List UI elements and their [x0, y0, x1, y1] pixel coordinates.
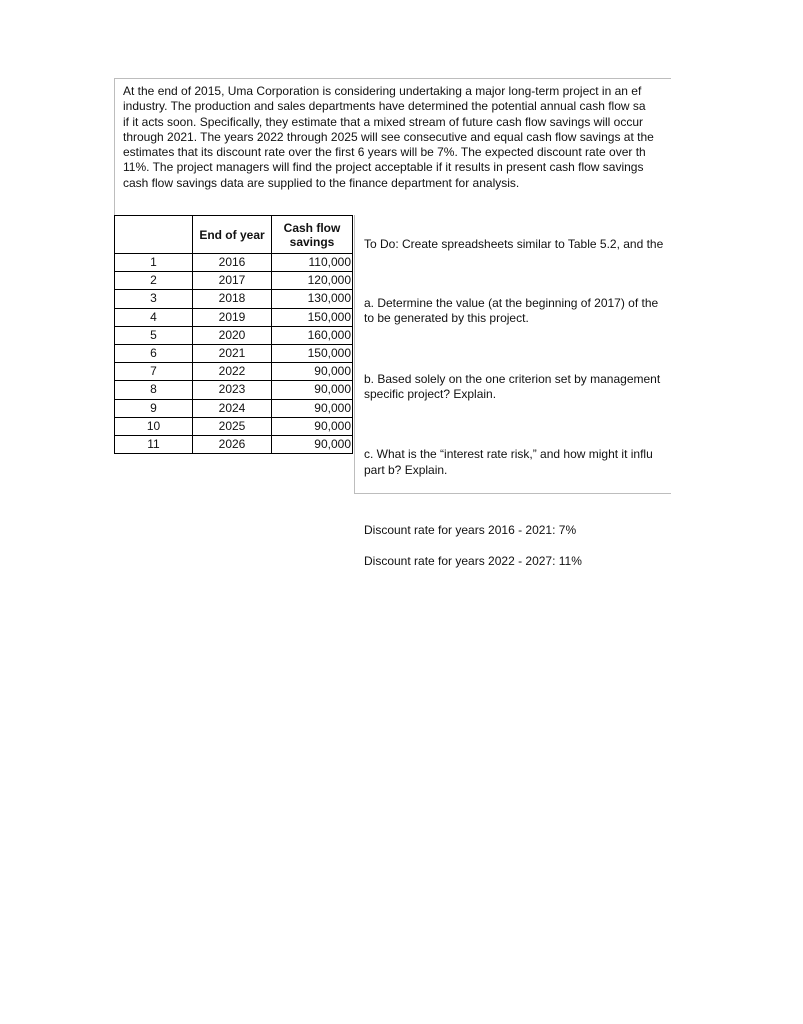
row-index: 9 — [115, 399, 193, 417]
table-row — [115, 254, 353, 272]
table-row — [115, 417, 353, 435]
row-cash-flow: 90,000 — [272, 399, 353, 417]
row-year: 2024 — [193, 399, 272, 417]
row-index: 3 — [115, 290, 193, 308]
row-index: 7 — [115, 363, 193, 381]
table-row — [115, 326, 353, 344]
row-year: 2019 — [193, 308, 272, 326]
discount-rate-2: Discount rate for years 2022 - 2027: 11% — [364, 553, 582, 568]
todo-part-a: a. Determine the value (at the beginning of 2017) of the to be generated by this project. — [364, 295, 659, 326]
row-year: 2026 — [193, 435, 272, 453]
row-index: 1 — [115, 254, 193, 272]
todo-box — [354, 215, 671, 568]
row-cash-flow: 90,000 — [272, 363, 353, 381]
row-cash-flow: 90,000 — [272, 417, 353, 435]
header-cash-flow-savings: Cash flow savings — [272, 216, 353, 254]
row-index: 10 — [115, 417, 193, 435]
todo-intro: To Do: Create spreadsheets similar to Table 5.2, and the — [364, 237, 664, 252]
row-cash-flow: 110,000 — [272, 254, 353, 272]
todo-part-c: c. What is the “interest rate risk,” and how might it influ part b? Explain. — [364, 447, 653, 477]
row-cash-flow: 90,000 — [272, 435, 353, 453]
row-index: 4 — [115, 308, 193, 326]
row-cash-flow: 120,000 — [272, 272, 353, 290]
cash-flow-table — [114, 215, 353, 454]
table-row — [115, 272, 353, 290]
table-row — [115, 399, 353, 417]
row-year: 2018 — [193, 290, 272, 308]
table-row — [115, 344, 353, 362]
table-row — [115, 308, 353, 326]
todo-part-b: b. Based solely on the one criterion set by management specific project? Explain. — [364, 371, 661, 401]
row-year: 2025 — [193, 417, 272, 435]
row-year: 2020 — [193, 326, 272, 344]
table-row — [115, 435, 353, 453]
problem-statement-box — [114, 78, 671, 216]
row-cash-flow: 150,000 — [272, 308, 353, 326]
row-cash-flow: 130,000 — [272, 290, 353, 308]
discount-rate-1: Discount rate for years 2016 - 2021: 7% — [364, 523, 577, 538]
header-end-of-year: End of year — [193, 216, 272, 254]
table-header-row — [115, 216, 353, 254]
row-index: 8 — [115, 381, 193, 399]
row-year: 2022 — [193, 363, 272, 381]
table-row — [115, 290, 353, 308]
row-cash-flow: 160,000 — [272, 326, 353, 344]
row-year: 2023 — [193, 381, 272, 399]
row-year: 2021 — [193, 344, 272, 362]
table-row — [115, 381, 353, 399]
row-index: 5 — [115, 326, 193, 344]
row-index: 11 — [115, 435, 193, 453]
row-index: 2 — [115, 272, 193, 290]
todo-content — [364, 222, 784, 584]
header-index — [115, 216, 193, 254]
row-cash-flow: 150,000 — [272, 344, 353, 362]
row-year: 2016 — [193, 254, 272, 272]
row-year: 2017 — [193, 272, 272, 290]
row-cash-flow: 90,000 — [272, 381, 353, 399]
table-row — [115, 363, 353, 381]
problem-statement-text: At the end of 2015, Uma Corporation is considering undertaking a major long-term project in an ef industry. The production and sales departments have determined the potential annual cash flow sa if it acts soon. Specifically, they estimate that a mixed stream of future cash flow savings will occur through 2021. The years 2022 through 2025 will see consecutive and equal cash flow savings at the estimates that its discount rate over the first 6 years will be 7%. The expected discount rate over th 11%. The project managers will find the project acceptable if it results in present cash flow savings cash flow savings data are supplied to the finance department for analysis. — [123, 84, 654, 190]
row-index: 6 — [115, 344, 193, 362]
table-body — [115, 254, 353, 454]
